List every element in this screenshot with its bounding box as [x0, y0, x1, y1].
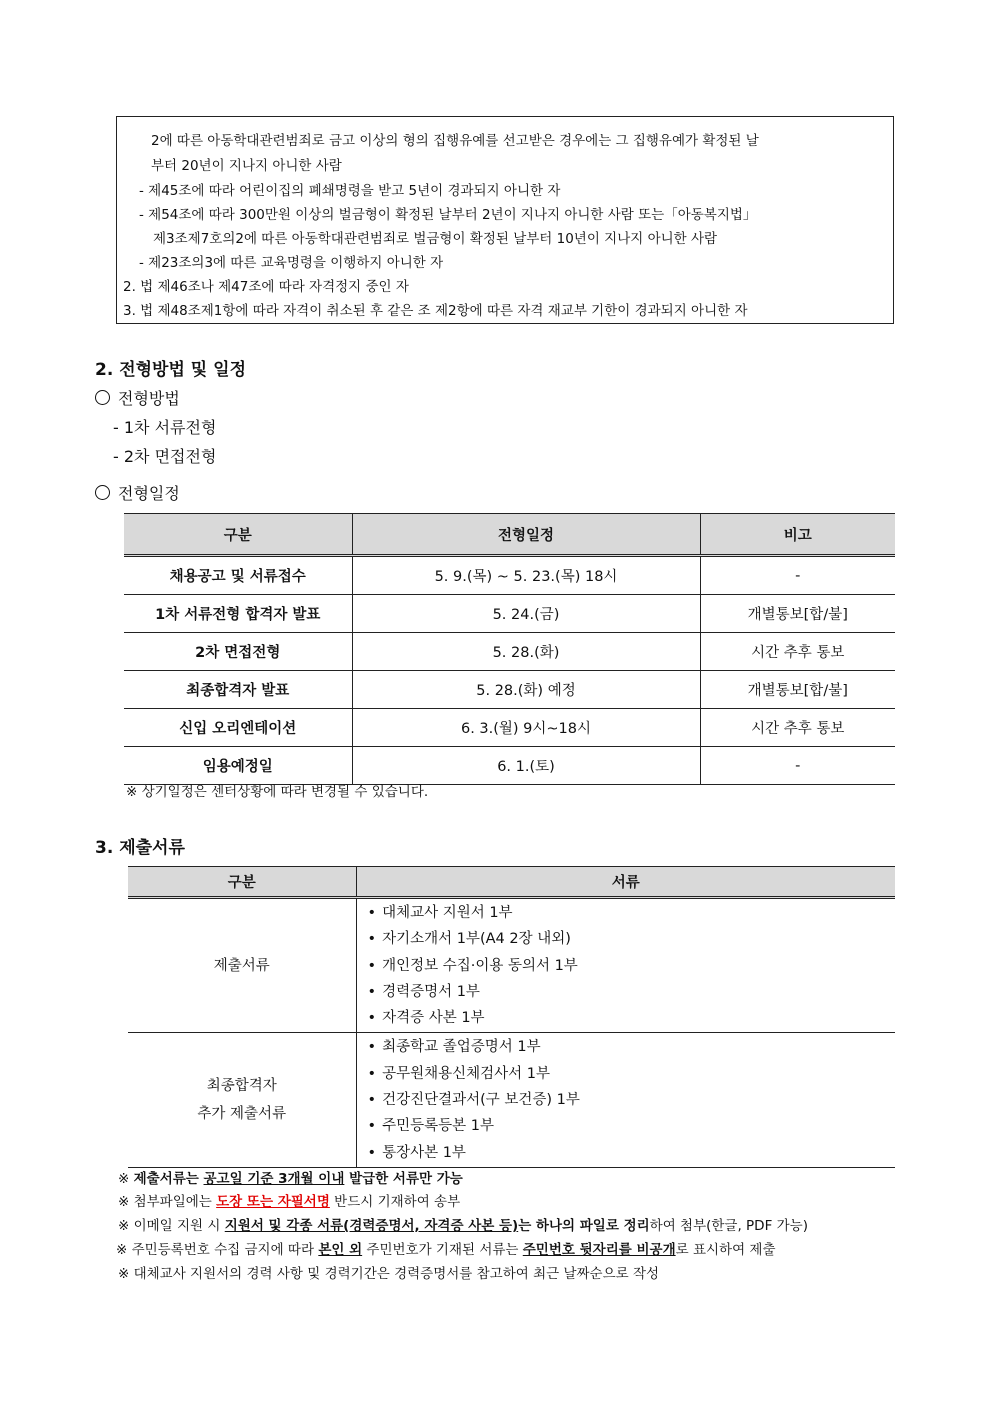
circle-bullet-icon [95, 390, 110, 405]
document-list [358, 900, 895, 1031]
category-cell: 제출서류 [128, 898, 356, 1033]
header-cell: 비고 [700, 514, 895, 556]
list-item: • 통장사본 1부 [368, 1140, 895, 1166]
table-cell: 2차 면접전형 [124, 633, 352, 671]
table-cell: 시간 추후 통보 [700, 709, 895, 747]
table-cell: 5. 9.(목) ~ 5. 23.(목) 18시 [352, 556, 700, 595]
table-cell: 최종합격자 발표 [124, 671, 352, 709]
schedule-heading: 전형일정 [95, 481, 180, 504]
table-row [124, 556, 895, 595]
category-cell [128, 1033, 356, 1167]
table-row [124, 595, 895, 633]
footnote-1: ※ 제출서류는 공고일 기준 3개월 이내 발급한 서류만 가능 [118, 1171, 463, 1187]
table-cell: 임용예정일 [124, 747, 352, 785]
table-cell: 5. 28.(화) 예정 [352, 671, 700, 709]
circle-bullet-icon [95, 485, 110, 500]
table-row [128, 1033, 895, 1167]
list-item: • 자격증 사본 1부 [368, 1005, 895, 1031]
table-cell: 1차 서류전형 합격자 발표 [124, 595, 352, 633]
category-line-2: 추가 제출서류 [197, 1106, 287, 1123]
list-item: • 건강진단결과서(구 보건증) 1부 [368, 1087, 895, 1113]
table-row [124, 633, 895, 671]
table-cell: - [700, 556, 895, 595]
list-item: • 최종학교 졸업증명서 1부 [368, 1034, 895, 1060]
schedule-table [124, 513, 895, 785]
list-item: • 주민등록등본 1부 [368, 1113, 895, 1139]
table-row [124, 747, 895, 785]
method-item-2: - 2차 면접전형 [113, 447, 217, 466]
items-cell [356, 898, 895, 1033]
header-cell: 구분 [128, 867, 356, 898]
table-header-row [128, 867, 895, 898]
disqualification-box [116, 116, 894, 324]
box-line-1: 2에 따른 아동학대관련범죄로 금고 이상의 형의 집행유예를 선고받은 경우에는 그 집행유예가 확정된 날 [151, 133, 759, 149]
box-line-3: - 제45조에 따라 어린이집의 폐쇄명령을 받고 5년이 경과되지 아니한 자 [139, 183, 561, 199]
box-line-6: - 제23조의3에 따른 교육명령을 이행하지 아니한 자 [139, 255, 444, 271]
header-cell: 서류 [356, 867, 895, 898]
section3-title: 3. 제출서류 [95, 838, 185, 858]
header-cell: 구분 [124, 514, 352, 556]
document-list [358, 1034, 895, 1165]
box-line-5: 제3조제7호의2에 따른 아동학대관련범죄로 벌금형이 확정된 날부터 10년이 지나지 아니한 사람 [153, 231, 718, 247]
table-row [124, 671, 895, 709]
box-line-7: 2. 법 제46조나 제47조에 따라 자격정지 중인 자 [123, 279, 409, 295]
method-heading: 전형방법 [95, 386, 180, 409]
table-cell: 신입 오리엔테이션 [124, 709, 352, 747]
category-line-1: 최종합격자 [206, 1078, 277, 1095]
table-cell: 6. 3.(월) 9시~18시 [352, 709, 700, 747]
table-cell: 5. 24.(금) [352, 595, 700, 633]
table-cell: 5. 28.(화) [352, 633, 700, 671]
table-cell: 개별통보[합/불] [700, 671, 895, 709]
method-item-1: - 1차 서류전형 [113, 418, 217, 437]
table-cell: 시간 추후 통보 [700, 633, 895, 671]
table-cell: - [700, 747, 895, 785]
list-item: • 개인정보 수집·이용 동의서 1부 [368, 953, 895, 979]
list-item: • 공무원채용신체검사서 1부 [368, 1061, 895, 1087]
table-header-row [124, 514, 895, 556]
table-cell: 채용공고 및 서류접수 [124, 556, 352, 595]
box-line-2: 부터 20년이 지나지 아니한 사람 [151, 158, 342, 174]
footnote-5: ※ 대체교사 지원서의 경력 사항 및 경력기간은 경력증명서를 참고하여 최근 날짜순으로 작성 [118, 1266, 660, 1282]
header-cell: 전형일정 [352, 514, 700, 556]
documents-table [128, 866, 895, 1168]
list-item: • 자기소개서 1부(A4 2장 내외) [368, 926, 895, 952]
table-cell: 개별통보[합/불] [700, 595, 895, 633]
table-row [124, 709, 895, 747]
footnote-4: ※ 주민등록번호 수집 금지에 따라 본인 외 주민번호가 기재된 서류는 주민번호 뒷자리를 비공개로 표시하여 제출 [116, 1242, 776, 1258]
footnote-2: ※ 첨부파일에는 도장 또는 자필서명 반드시 기재하여 송부 [118, 1194, 461, 1210]
box-line-4: - 제54조에 따라 300만원 이상의 벌금형이 확정된 날부터 2년이 지나지 아니한 사람 또는「아동복지법」 [139, 207, 757, 223]
section2-title: 2. 전형방법 및 일정 [95, 360, 246, 380]
items-cell [356, 1033, 895, 1167]
box-line-8: 3. 법 제48조제1항에 따라 자격이 취소된 후 같은 조 제2항에 따른 자격 재교부 기한이 경과되지 아니한 자 [123, 303, 748, 319]
list-item: • 대체교사 지원서 1부 [368, 900, 895, 926]
list-item: • 경력증명서 1부 [368, 979, 895, 1005]
table-row [128, 898, 895, 1033]
schedule-note: ※ 상기일정은 센터상황에 따라 변경될 수 있습니다. [126, 784, 429, 800]
table-cell: 6. 1.(토) [352, 747, 700, 785]
footnote-3: ※ 이메일 지원 시 지원서 및 각종 서류(경력증명서, 자격증 사본 등)는 하나의 파일로 정리하여 첨부(한글, PDF 가능) [118, 1218, 808, 1234]
